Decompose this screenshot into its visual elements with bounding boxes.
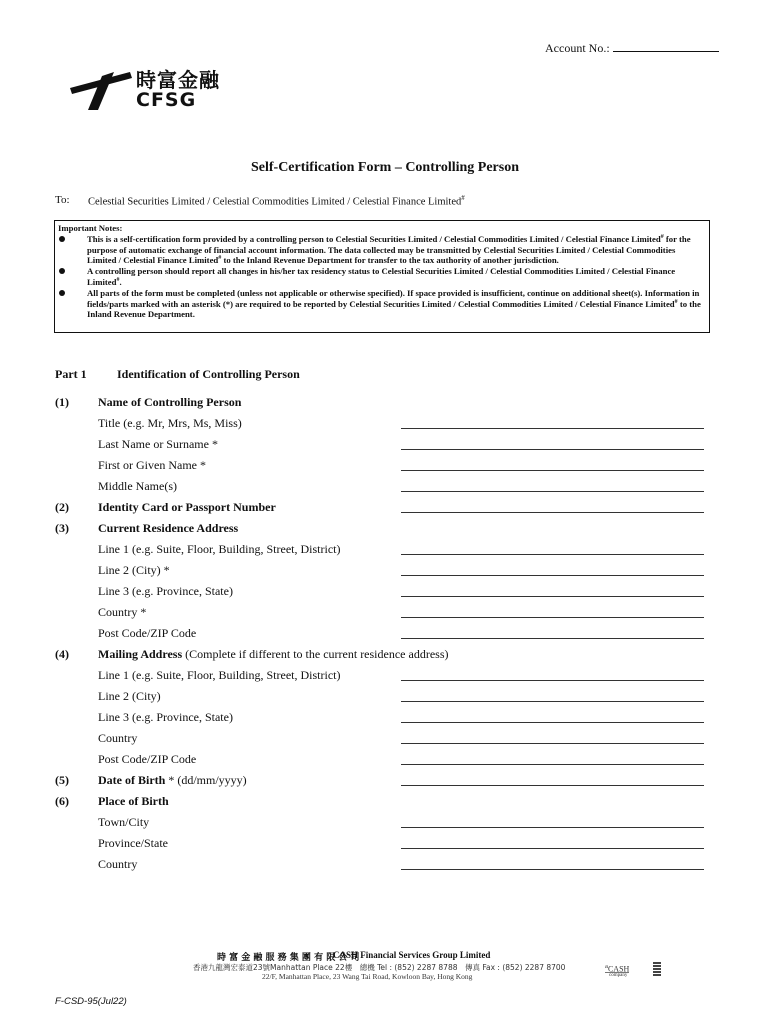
recipients: Celestial Securities Limited / Celestial Commodities Limited / Celestial Finance Limited#: [88, 194, 465, 208]
important-notes-box: [54, 220, 710, 333]
logo-english-name: CFSG: [136, 89, 197, 111]
residence-postcode-label: Post Code/ZIP Code: [98, 626, 197, 640]
mailing-country-field[interactable]: [401, 743, 704, 744]
id-number-field[interactable]: [401, 512, 704, 513]
mailing-country-label: Country: [98, 731, 138, 745]
cash-logo: $^a$CASH company: [605, 963, 630, 978]
residence-postcode-field[interactable]: [401, 638, 704, 639]
footer-address-english: 22/F, Manhattan Place, 23 Wang Tai Road, Kowloon Bay, Hong Kong: [262, 972, 473, 981]
title-field[interactable]: [401, 428, 704, 429]
mailing-line2-label: Line 2 (City): [98, 689, 161, 703]
title-label: Title (e.g. Mr, Mrs, Ms, Miss): [98, 416, 242, 430]
footer-company-chinese: 時 富 金 融 服 務 集 團 有 限 公 司: [217, 953, 360, 963]
form-title: Self-Certification Form – Controlling Person: [250, 160, 520, 175]
last-name-label: Last Name or Surname *: [98, 437, 218, 451]
bullet-icon: [59, 290, 65, 296]
account-number-field[interactable]: [613, 40, 719, 52]
account-number-label: Account No.:: [545, 41, 610, 55]
section-number: (6): [55, 794, 69, 808]
residence-line3-label: Line 3 (e.g. Province, State): [98, 584, 233, 598]
last-name-field[interactable]: [401, 449, 704, 450]
residence-line2-field[interactable]: [401, 575, 704, 576]
account-number: [545, 40, 719, 56]
mailing-postcode-field[interactable]: [401, 764, 704, 765]
residence-line3-field[interactable]: [401, 596, 704, 597]
footer-address-chinese: 香港九龍灣宏泰道23號Manhattan Place 22樓 總機 Tel : (852) 2287 8788 傳真 Fax : (852) 2287 8700: [193, 963, 566, 972]
notes-heading: Important Notes:: [58, 223, 123, 233]
mailing-line1-field[interactable]: [401, 680, 704, 681]
bullet-icon: [59, 236, 65, 242]
cfsg-logo-icon: [68, 66, 138, 112]
note-item: All parts of the form must be completed (unless not applicable or otherwise specified). If space provided is insufficient, continue on additional sheet(s). Information in fields/parts marked with an asterisk (*) are required to be reported by Celestial Securities Limited / Celestial Commodities Limited / Celestial Finance Limited# to the Inland Revenue Department.: [58, 288, 705, 320]
residence-country-field[interactable]: [401, 617, 704, 618]
birth-town-field[interactable]: [401, 827, 704, 828]
section-number: (5): [55, 773, 69, 787]
part-number: Part 1: [55, 367, 87, 381]
date-of-birth-field[interactable]: [401, 785, 704, 786]
first-name-field[interactable]: [401, 470, 704, 471]
mailing-line1-label: Line 1 (e.g. Suite, Floor, Building, Street, District): [98, 668, 341, 682]
residence-address-label: Current Residence Address: [98, 521, 239, 535]
birth-province-field[interactable]: [401, 848, 704, 849]
residence-line1-label: Line 1 (e.g. Suite, Floor, Building, Street, District): [98, 542, 341, 556]
mailing-postcode-label: Post Code/ZIP Code: [98, 752, 197, 766]
mailing-line2-field[interactable]: [401, 701, 704, 702]
mailing-address-label: Mailing Address (Complete if different to the current residence address): [98, 647, 449, 661]
place-of-birth-label: Place of Birth: [98, 794, 169, 808]
first-name-label: First or Given Name *: [98, 458, 206, 472]
bullet-icon: [59, 268, 65, 274]
birth-province-label: Province/State: [98, 836, 168, 850]
birth-country-label: Country: [98, 857, 138, 871]
mailing-line3-field[interactable]: [401, 722, 704, 723]
residence-line1-field[interactable]: [401, 554, 704, 555]
middle-name-label: Middle Name(s): [98, 479, 177, 493]
date-of-birth-label: Date of Birth * (dd/mm/yyyy): [98, 773, 247, 787]
residence-line2-label: Line 2 (City) *: [98, 563, 170, 577]
logo-chinese-name: 時富金融: [136, 68, 220, 92]
section-number: (2): [55, 500, 69, 514]
section-number: (4): [55, 647, 69, 661]
section-number: (1): [55, 395, 69, 409]
middle-name-field[interactable]: [401, 491, 704, 492]
mailing-line3-label: Line 3 (e.g. Province, State): [98, 710, 233, 724]
cash-logo-icon: [653, 962, 661, 976]
id-number-label: Identity Card or Passport Number: [98, 500, 276, 514]
section-name-label: Name of Controlling Person: [98, 395, 242, 409]
part-title: Identification of Controlling Person: [117, 367, 300, 381]
to-label: To:: [55, 194, 70, 206]
birth-town-label: Town/City: [98, 815, 150, 829]
section-number: (3): [55, 521, 69, 535]
note-item: A controlling person should report all changes in his/her tax residency status to Celestial Securities Limited / Celestial Commodities Limited / Celestial Finance Limited#.: [58, 266, 705, 288]
form-code: F-CSD-95(Jul22): [55, 996, 127, 1007]
note-item: This is a self-certification form provided by a controlling person to Celestial Securities Limited / Celestial Commodities Limited / Celestial Finance Limited# for the purpose of automatic exchange of financial account information. The data collected may be transmitted by Celestial Securities Limited / Celestial Commodities Limited / Celestial Finance Limited# to the Inland Revenue Department for transfer to the tax authority of another jurisdiction.: [58, 234, 705, 266]
residence-country-label: Country *: [98, 605, 147, 619]
footer-company-english: CASH Financial Services Group Limited: [333, 950, 491, 960]
birth-country-field[interactable]: [401, 869, 704, 870]
hash-mark: #: [461, 194, 465, 202]
